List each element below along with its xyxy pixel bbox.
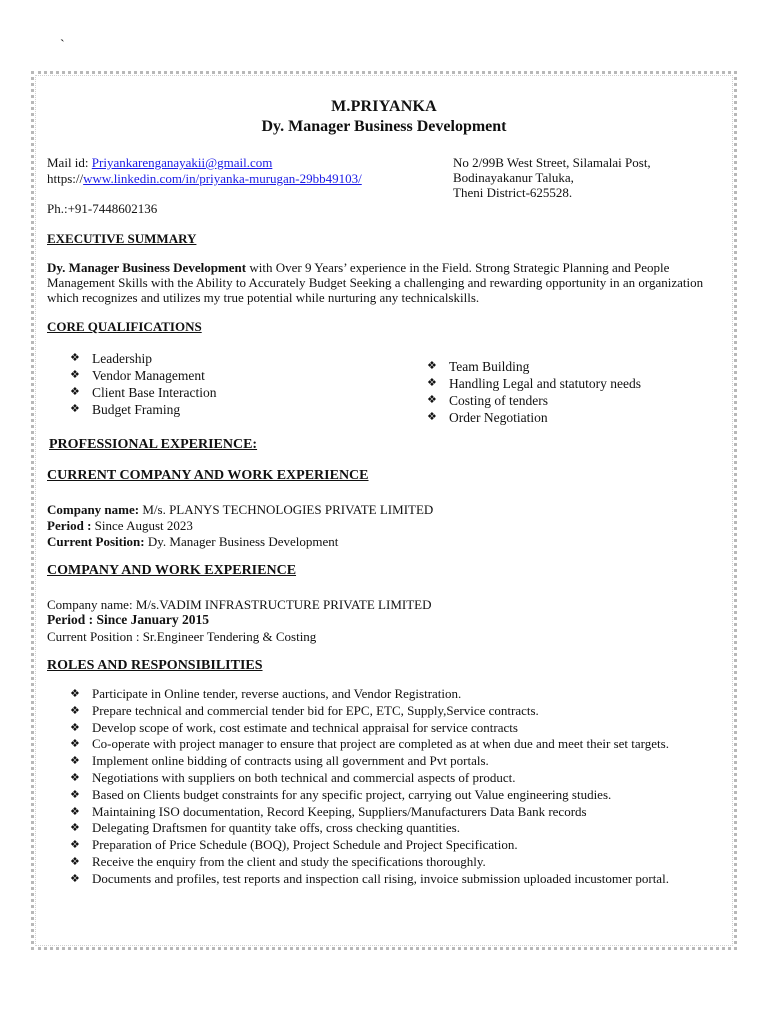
- address-line-2: Bodinayakanur Taluka,: [453, 170, 574, 185]
- qualifications-heading: CORE QUALIFICATIONS: [47, 319, 202, 334]
- list-item: ❖ Maintaining ISO documentation, Record Keeping, Suppliers/Manufacturers Data Bank records: [70, 804, 722, 821]
- list-item: ❖ Order Negotiation: [427, 409, 641, 426]
- roles-list: [70, 686, 722, 888]
- previous-company-name: Company name: M/s.VADIM INFRASTRUCTURE PRIVATE LIMITED: [47, 597, 432, 612]
- current-position: [47, 534, 338, 549]
- mail-line: [47, 155, 272, 170]
- company-value: M/s. PLANYS TECHNOLOGIES PRIVATE LIMITED: [139, 502, 434, 517]
- summary-lead: Dy. Manager Business Development: [47, 260, 247, 275]
- mail-label: Mail id:: [47, 155, 92, 170]
- list-item: ❖ Budget Framing: [70, 401, 216, 418]
- previous-period: Period : Since January 2015: [47, 612, 209, 627]
- period-label: Period :: [47, 518, 92, 533]
- previous-position: Current Position : Sr.Engineer Tendering & Costing: [47, 629, 317, 644]
- previous-company-heading: COMPANY AND WORK EXPERIENCE: [47, 563, 297, 578]
- summary-paragraph: [47, 260, 727, 305]
- list-item: ❖ Costing of tenders: [427, 392, 641, 409]
- list-item: ❖ Team Building: [427, 358, 641, 375]
- summary-text: with Over 9 Years’ experience in the Field. Strong Strategic Planning and People Management Skills with the Ability to Accurately Budget Seeking a challenging and rewarding opportunity in an organization which recognizes and utilizes my true potential while nurturing any technicalskills.: [47, 260, 704, 305]
- phone-number: Ph.:+91-7448602136: [47, 201, 158, 216]
- list-item: ❖ Handling Legal and statutory needs: [427, 375, 641, 392]
- list-item: ❖ Vendor Management: [70, 367, 216, 384]
- current-company-heading: CURRENT COMPANY AND WORK EXPERIENCE: [47, 468, 369, 483]
- list-item: ❖ Prepare technical and commercial tender bid for EPC, ETC, Supply,Service contracts.: [70, 703, 722, 720]
- position-value: Dy. Manager Business Development: [144, 534, 339, 549]
- web-prefix: https://: [47, 171, 84, 186]
- list-item: ❖ Receive the enquiry from the client and study the specifications thoroughly.: [70, 854, 722, 871]
- candidate-title: Dy. Manager Business Development: [261, 118, 507, 135]
- mail-link[interactable]: Priyankarenganayakii@gmail.com: [91, 155, 273, 170]
- list-item: ❖ Delegating Draftsmen for quantity take offs, cross checking quantities.: [70, 820, 722, 837]
- current-company-name: [47, 502, 433, 517]
- list-item: ❖ Based on Clients budget constraints for any specific project, carrying out Value engineering studies.: [70, 787, 722, 804]
- linkedin-link[interactable]: www.linkedin.com/in/priyanka-murugan-29bb49103/: [83, 171, 362, 186]
- list-item: ❖ Leadership: [70, 350, 216, 367]
- qualifications-right-list: [427, 358, 641, 426]
- list-item: ❖ Client Base Interaction: [70, 384, 216, 401]
- experience-heading: PROFESSIONAL EXPERIENCE:: [49, 437, 258, 452]
- candidate-name: M.PRIYANKA: [331, 98, 437, 115]
- period-value: Since August 2023: [91, 518, 193, 533]
- address-line-3: Theni District-625528.: [453, 185, 573, 200]
- list-item: ❖ Negotiations with suppliers on both technical and commercial aspects of product.: [70, 770, 722, 787]
- list-item: ❖ Develop scope of work, cost estimate and technical appraisal for service contracts: [70, 720, 722, 737]
- list-item: ❖ Co-operate with project manager to ensure that project are completed as at when due and meet their set targets.: [70, 736, 722, 753]
- list-item: ❖ Implement online bidding of contracts using all government and Pvt portals.: [70, 753, 722, 770]
- list-item: ❖ Participate in Online tender, reverse auctions, and Vendor Registration.: [70, 686, 722, 703]
- list-item: ❖ Documents and profiles, test reports and inspection call rising, invoice submission uploaded incustomer portal.: [70, 871, 722, 888]
- summary-heading: EXECUTIVE SUMMARY: [47, 231, 197, 246]
- qualifications-left-list: [70, 350, 216, 418]
- current-period: [47, 518, 193, 533]
- web-line: [47, 171, 362, 186]
- address-line-1: No 2/99B West Street, Silamalai Post,: [453, 155, 651, 170]
- roles-heading: ROLES AND RESPONSIBILITIES: [47, 658, 263, 673]
- company-label: Company name:: [47, 502, 140, 517]
- list-item: ❖ Preparation of Price Schedule (BOQ), Project Schedule and Project Specification.: [70, 837, 722, 854]
- position-label: Current Position:: [47, 534, 145, 549]
- stray-mark: `: [60, 38, 65, 53]
